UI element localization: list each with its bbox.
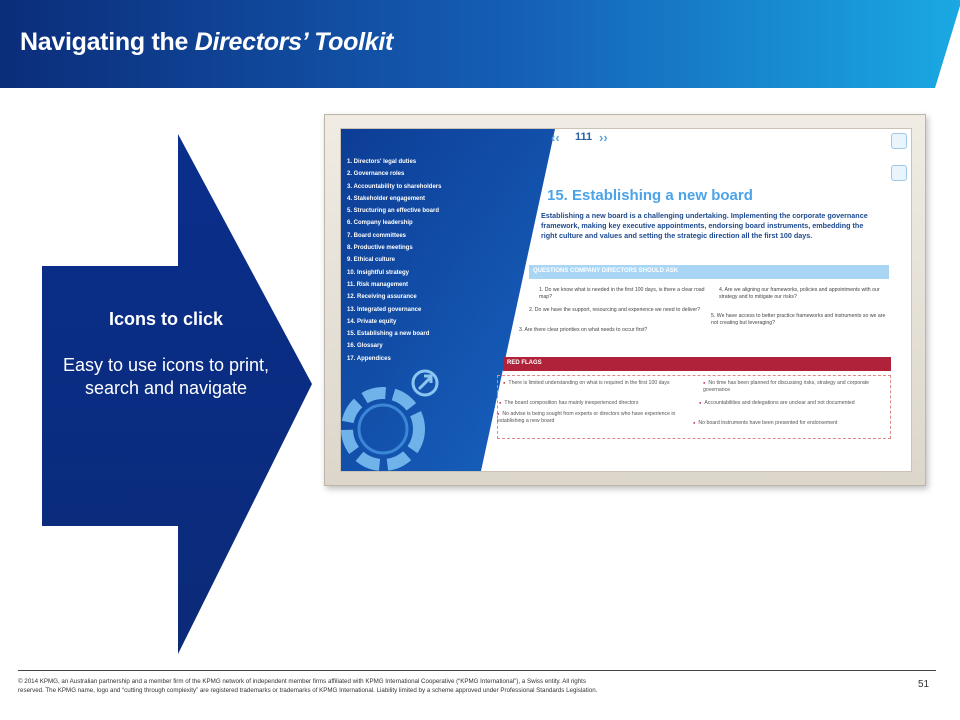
toc-item[interactable]: 5. Structuring an effective board bbox=[347, 208, 440, 215]
question-item: 5. We have access to better practice frameworks and instruments so we are not creating but leveraging? bbox=[711, 313, 886, 326]
chevron-left-icon[interactable]: ‹‹ bbox=[551, 130, 560, 145]
toc-item[interactable]: 1. Directors' legal duties bbox=[347, 159, 417, 165]
question-item: 2. Do we have the support, resourcing and experience we need to deliver? bbox=[529, 307, 701, 313]
toc-item[interactable]: 14. Private equity bbox=[347, 318, 397, 325]
toc-item[interactable]: 4. Stakeholder engagement bbox=[347, 195, 426, 202]
callout-text bbox=[62, 308, 270, 400]
toolkit-screenshot-frame bbox=[324, 114, 926, 486]
red-flag-item: ● There is limited understanding on what is required in the first 100 days bbox=[503, 379, 693, 387]
toc-list bbox=[347, 156, 441, 365]
callout-heading: Icons to click bbox=[108, 309, 224, 329]
red-flag-item: ● The board composition has mainly inexperienced directors bbox=[499, 399, 689, 407]
search-icon[interactable] bbox=[891, 165, 907, 181]
toc-item[interactable]: 6. Company leadership bbox=[347, 220, 413, 227]
red-flag-item: ● No board instruments have been presented for endorsement bbox=[693, 419, 885, 427]
question-item: 1. Do we know what is needed in the first 100 days, is there a clear road map? bbox=[539, 287, 705, 300]
questions-heading: QUESTIONS COMPANY DIRECTORS SHOULD ASK bbox=[533, 268, 679, 274]
slide-number: 51 bbox=[918, 679, 930, 690]
chevron-right-icon[interactable]: ›› bbox=[599, 130, 608, 145]
toc-item[interactable]: 10. Insightful strategy bbox=[347, 269, 410, 276]
footer-legal: © 2014 KPMG, an Australian partnership and a member firm of the KPMG network of independent member firms affiliated with KPMG International Cooperative (“KPMG International”), a Swiss entity. All rights reserved. The KPMG name, logo and “cutting through complexity” are registered trademarks or trademarks of KPMG International. Liability limited by a scheme approved under Professional Standards Legislation. bbox=[18, 678, 598, 694]
toc-item[interactable]: 7. Board committees bbox=[347, 232, 407, 239]
red-flag-item: ● No time has been planned for discussing risks, strategy and corporate governance bbox=[703, 379, 887, 394]
toc-item[interactable]: 16. Glossary bbox=[347, 343, 383, 350]
questions-heading-bar bbox=[529, 265, 889, 279]
screenshot-page-number: 111 bbox=[575, 131, 593, 143]
footer-divider bbox=[18, 670, 936, 671]
red-flags-heading: RED FLAGS bbox=[507, 360, 542, 366]
callout-body: Easy to use icons to print, search and navigate bbox=[62, 355, 270, 398]
toolkit-screenshot bbox=[340, 128, 912, 472]
red-flags-heading-bar bbox=[503, 357, 891, 371]
page-title: Navigating the Directors’ Toolkit bbox=[20, 28, 394, 56]
toc-item[interactable]: 13. Integrated governance bbox=[347, 306, 422, 313]
section-intro: Establishing a new board is a challenging undertaking. Implementing the corporate governance framework, making key executive appointments, endorsing board instruments, embedding the right culture and values and setting the strategic direction all the first 100 days. bbox=[541, 211, 868, 240]
print-icon[interactable] bbox=[891, 133, 907, 149]
toc-item[interactable]: 9. Ethical culture bbox=[347, 257, 396, 264]
header-band bbox=[0, 0, 960, 88]
red-flag-item: ● Accountabilities and delegations are unclear and not documented bbox=[699, 399, 883, 407]
toc-item[interactable]: 11. Risk management bbox=[347, 281, 409, 288]
toc-item[interactable]: 8. Productive meetings bbox=[347, 245, 413, 252]
toc-item[interactable]: 17. Appendices bbox=[347, 355, 391, 362]
question-item: 4. Are we aligning our frameworks, policies and appointments with our strategy and to mitigate our risks? bbox=[719, 287, 880, 300]
toc-item[interactable]: 3. Accountability to shareholders bbox=[347, 183, 442, 190]
red-flag-item: ● No advise is being sought from experts or directors who have experience in establishing a new board bbox=[497, 410, 687, 425]
question-item: 3. Are there clear priorities on what needs to occur first? bbox=[519, 327, 648, 333]
section-title: 15. Establishing a new board bbox=[547, 187, 753, 204]
toc-item[interactable]: 2. Governance roles bbox=[347, 171, 405, 178]
toc-item[interactable]: 15. Establishing a new board bbox=[347, 331, 430, 338]
toc-item[interactable]: 12. Receiving assurance bbox=[347, 294, 417, 301]
